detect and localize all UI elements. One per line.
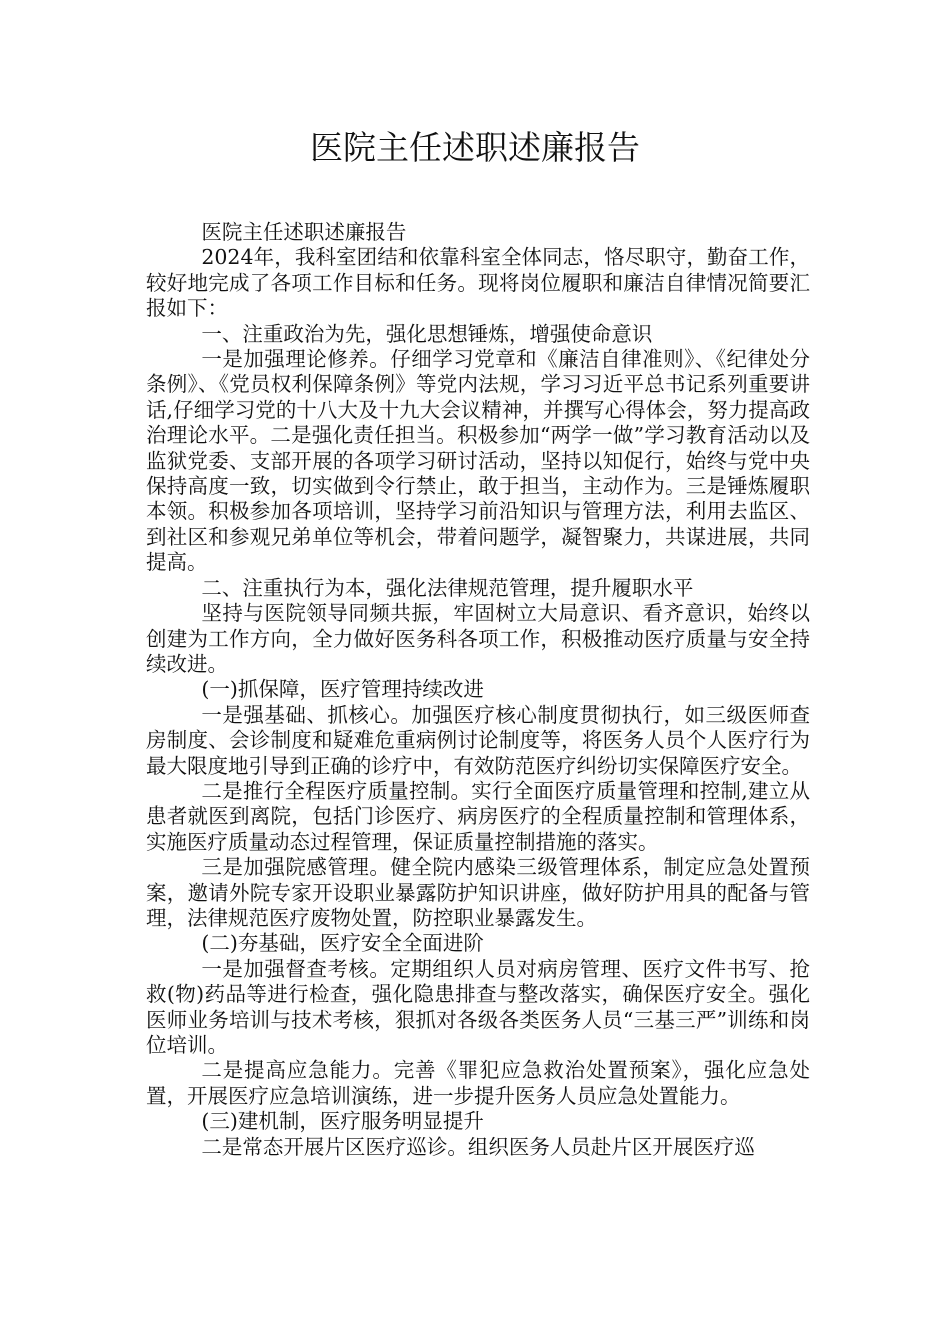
paragraph: 二是推行全程医疗质量控制。实行全面医疗质量管理和控制,建立从患者就医到离院，包括门诊医疗、病房医疗的全程质量控制和管理体系，实施医疗质量动态过程管理，保证质量控制措施的落实。	[146, 778, 810, 854]
paragraph-heading: 医院主任述职述廉报告	[201, 220, 407, 244]
subsection-heading-3: (三)建机制，医疗服务明显提升	[201, 1109, 484, 1134]
section-heading-2: 二、注重执行为本，强化法律规范管理，提升履职水平	[201, 575, 694, 600]
subsection-heading-2: (二)夯基础，医疗安全全面进阶	[201, 931, 484, 956]
document-title: 医院主任述职述廉报告	[310, 128, 640, 167]
paragraph: 二是提高应急能力。完善《罪犯应急救治处置预案》，强化应急处置，开展医疗应急培训演练，进一步提升医务人员应急处置能力。	[146, 1058, 810, 1108]
document-body	[146, 220, 810, 1160]
paragraph: 一是加强督查考核。定期组织人员对病房管理、医疗文件书写、抢救(物)药品等进行检查，强化隐患排查与整改落实，确保医疗安全。强化医师业务培训与技术考核，狠抓对各级各类医务人员“三基三严”训练和岗位培训。	[146, 956, 810, 1057]
section-heading-1: 一、注重政治为先，强化思想锤炼，增强使命意识	[201, 321, 653, 346]
paragraph: 坚持与医院领导同频共振，牢固树立大局意识、看齐意识，始终以创建为工作方向，全力做好医务科各项工作，积极推动医疗质量与安全持续改进。	[146, 601, 810, 676]
paragraph-intro: 2024年，我科室团结和依靠科室全体同志，恪尽职守，勤奋工作，较好地完成了各项工作目标和任务。现将岗位履职和廉洁自律情况简要汇报如下：	[146, 245, 810, 321]
paragraph: 一是强基础、抓核心。加强医疗核心制度贯彻执行，如三级医师查房制度、会诊制度和疑难危重病例讨论制度等，将医务人员个人医疗行为最大限度地引导到正确的诊疗中，有效防范医疗纠纷切实保障医疗安全。	[146, 702, 810, 778]
paragraph: 三是加强院感管理。健全院内感染三级管理体系，制定应急处置预案，邀请外院专家开设职业暴露防护知识讲座，做好防护用具的配备与管理，法律规范医疗废物处置，防控职业暴露发生。	[146, 855, 810, 930]
subsection-heading-1: (一)抓保障，医疗管理持续改进	[201, 677, 484, 702]
paragraph: 二是常态开展片区医疗巡诊。组织医务人员赴片区开展医疗巡	[201, 1134, 755, 1159]
paragraph: 一是加强理论修养。仔细学习党章和《廉洁自律准则》、《纪律处分条例》、《党员权利保障条例》等党内法规，学习习近平总书记系列重要讲话,仔细学习党的十八大及十九大会议精神，并撰写心得体会，努力提高政治理论水平。二是强化责任担当。积极参加“两学一做”学习教育活动以及监狱党委、支部开展的各项学习研讨活动，坚持以知促行，始终与党中央保持高度一致，切实做到令行禁止，敢于担当，主动作为。三是锤炼履职本领。积极参加各项培训，坚持学习前沿知识与管理方法，利用去监区、到社区和参观兄弟单位等机会，带着问题学，凝智聚力，共谋进展，共同提高。	[146, 347, 810, 575]
